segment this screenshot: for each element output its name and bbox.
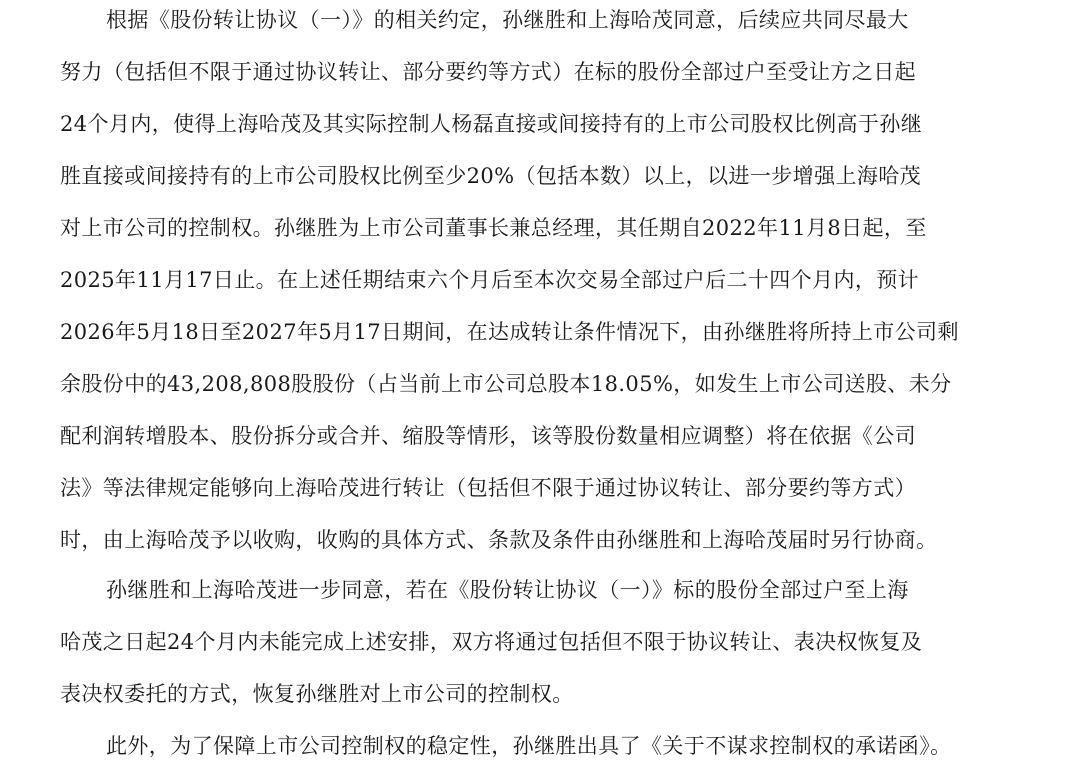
paragraph-1-line-11: 时，由上海哈茂予以收购，收购的具体方式、条款及条件由孙继胜和上海哈茂届时另行协商。: [60, 528, 938, 552]
paragraph-2-line-2: 哈茂之日起24个月内未能完成上述安排，双方将通过包括但不限于协议转让、表决权恢复及: [60, 630, 923, 654]
paragraph-1-line-4: 胜直接或间接持有的上市公司股权比例至少20%（包括本数）以上，以进一步增强上海哈茂: [60, 164, 922, 188]
paragraph-2-line-1: 孙继胜和上海哈茂进一步同意，若在《股份转让协议（一）》标的股份全部过户至上海: [106, 578, 909, 602]
paragraph-1-line-7: 2026年5月18日至2027年5月17日期间，在达成转让条件情况下，由孙继胜将所持上市公司剩: [60, 320, 959, 344]
paragraph-1-line-1: 根据《股份转让协议（一）》的相关约定，孙继胜和上海哈茂同意，后续应共同尽最大: [106, 8, 909, 32]
paragraph-1-line-3: 24个月内，使得上海哈茂及其实际控制人杨磊直接或间接持有的上市公司股权比例高于孙继: [60, 112, 923, 136]
paragraph-1-line-6: 2025年11月17日止。在上述任期结束六个月后至本次交易全部过户后二十四个月内，预计: [60, 268, 920, 292]
paragraph-1-line-9: 配利润转增股本、股份拆分或合并、缩股等情形，该等股份数量相应调整）将在依据《公司: [60, 424, 916, 448]
paragraph-1-line-5: 对上市公司的控制权。孙继胜为上市公司董事长兼总经理，其任期自2022年11月8日起，至: [60, 216, 927, 240]
paragraph-3-line-1: 此外，为了保障上市公司控制权的稳定性，孙继胜出具了《关于不谋求控制权的承诺函》。: [106, 734, 952, 758]
paragraph-2-line-3: 表决权委托的方式，恢复孙继胜对上市公司的控制权。: [60, 682, 574, 706]
paragraph-1-line-8: 余股份中的43,208,808股股份（占当前上市公司总股本18.05%，如发生上市公司送股、未分: [60, 372, 952, 396]
paragraph-1-line-10: 法》等法律规定能够向上海哈茂进行转让（包括但不限于通过协议转让、部分要约等方式）: [60, 476, 916, 500]
paragraph-1-line-2: 努力（包括但不限于通过协议转让、部分要约等方式）在标的股份全部过户至受让方之日起: [60, 60, 916, 84]
